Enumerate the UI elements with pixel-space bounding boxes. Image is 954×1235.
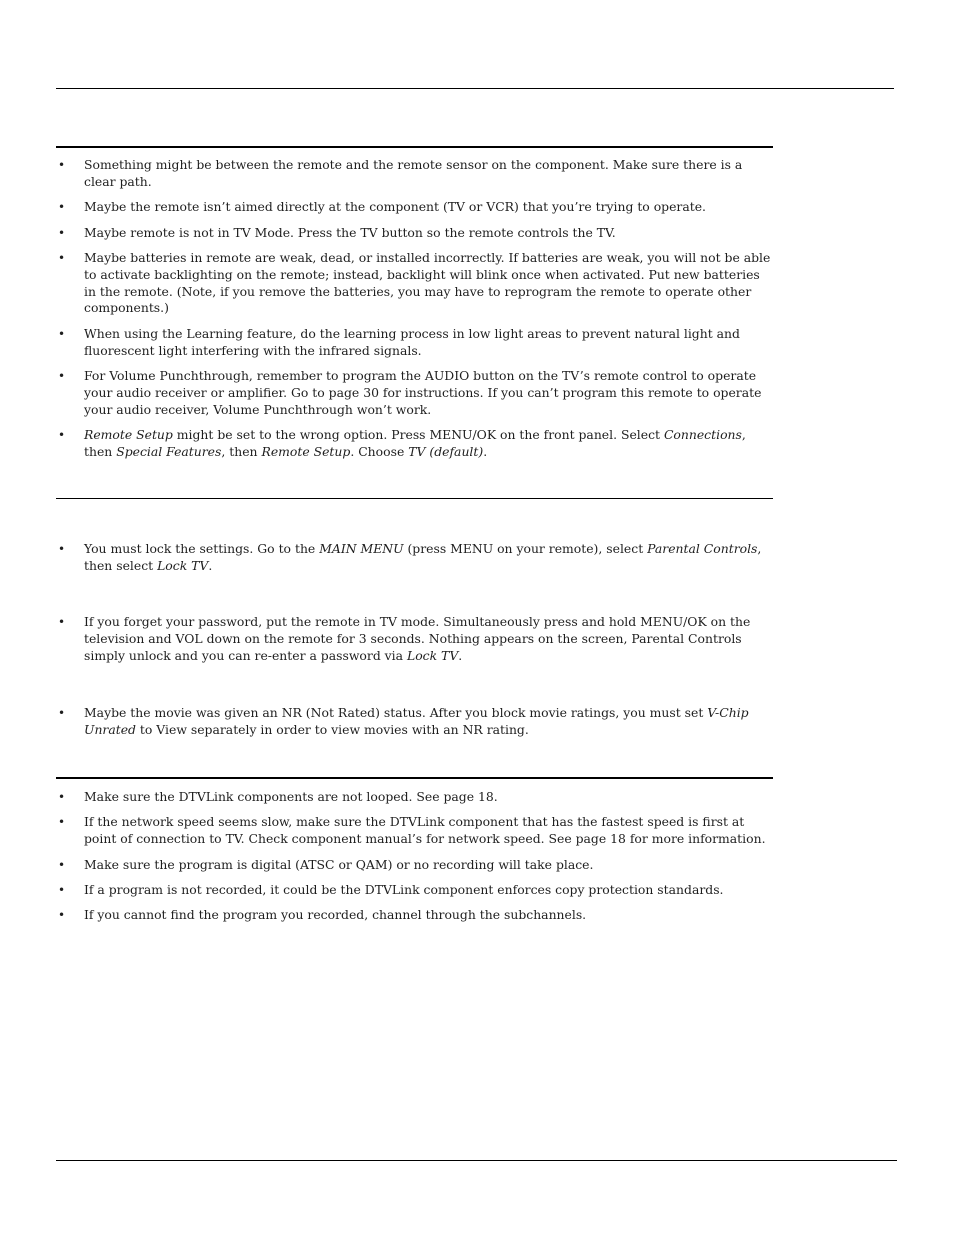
bullet-icon: •: [58, 427, 66, 442]
list-item-text: [84, 614, 750, 663]
text-segment: If you cannot find the program you recorded, channel through the subchannels.: [84, 907, 587, 923]
header-rule: [56, 88, 894, 89]
remote-problems-list: [56, 157, 772, 461]
dtvlink-section-rule: [56, 777, 773, 779]
text-segment: For Volume Punchthrough, remember to program the AUDIO button on the TV’s remote control to operate your audio receiver or amplifier. Go to page 30 for instructions. If you can’t program this remote to operate your audio receiver, Volume Punchthrough won’t work.: [84, 367, 762, 417]
bullet-icon: •: [58, 368, 66, 383]
list-item-text: [84, 199, 706, 214]
lock-settings-list: [56, 541, 772, 575]
emphasis-text: TV (default): [408, 443, 484, 459]
list-item: [56, 541, 772, 575]
list-item: [56, 614, 772, 664]
list-item: [56, 326, 772, 360]
list-item: [56, 857, 772, 874]
text-segment: Maybe the remote isn’t aimed directly at the component (TV or VCR) that you’re trying to operate.: [84, 199, 706, 215]
list-item-text: [84, 541, 761, 573]
text-segment: If a program is not recorded, it could be the DTVLink component enforces copy protection standards.: [84, 881, 724, 897]
list-item-text: [84, 857, 593, 872]
text-segment: , then: [221, 443, 262, 459]
bullet-icon: •: [58, 158, 66, 172]
text-segment: . Choose: [350, 443, 409, 459]
bullet-icon: •: [58, 815, 66, 830]
text-segment: might be set to the wrong option. Press MENU/OK on the front panel. Select: [172, 426, 664, 442]
text-segment: .: [483, 443, 488, 459]
list-item-text: [84, 882, 724, 897]
bullet-icon: •: [58, 200, 66, 215]
list-item-text: [84, 814, 766, 846]
bullet-icon: •: [58, 790, 66, 804]
list-item-text: [84, 705, 749, 737]
text-segment: If the network speed seems slow, make sure the DTVLink component that has the fastest speed is first at point of connection to TV. Check component manual’s for network speed. See page 18 for more information.: [84, 814, 766, 847]
emphasis-text: Parental Controls: [647, 541, 758, 556]
dtvlink-problems-list: [56, 789, 772, 924]
list-item: [56, 882, 772, 899]
remote-section-rule: [56, 146, 773, 148]
text-segment: If you forget your password, put the remote in TV mode. Simultaneously press and hold MENU/OK on the television and VOL down on the remote for 3 seconds. Nothing appears on the screen, Parental Controls simply unlock and you can re-enter a password via: [84, 614, 751, 663]
emphasis-text: Special Features: [116, 443, 222, 459]
emphasis-text: Remote Setup: [84, 426, 173, 442]
emphasis-text: Connections: [663, 426, 742, 442]
bullet-icon: •: [58, 908, 66, 923]
emphasis-text: Remote Setup: [261, 443, 351, 459]
list-item-text: [84, 368, 761, 417]
list-item-text: [84, 250, 770, 315]
text-segment: When using the Learning feature, do the learning process in low light areas to prevent natural light and fluorescent light interfering with the infrared signals.: [84, 325, 740, 358]
list-item: [56, 368, 772, 418]
footer-rule: [56, 1160, 897, 1161]
bullet-icon: •: [58, 706, 66, 720]
list-item-text: [84, 157, 742, 189]
emphasis-text: Lock TV: [157, 557, 209, 573]
movie-rating-list: [56, 705, 772, 739]
emphasis-text: MAIN MENU: [319, 541, 404, 556]
text-segment: You must lock the settings. Go to the: [84, 541, 320, 556]
list-item-text: [84, 427, 746, 459]
list-item: [56, 250, 772, 317]
bullet-icon: •: [58, 326, 66, 341]
text-segment: , then: [84, 426, 746, 459]
text-segment: .: [458, 647, 463, 663]
bullet-icon: •: [58, 882, 66, 897]
bullet-icon: •: [58, 225, 66, 240]
text-segment: .: [208, 557, 213, 573]
text-segment: Make sure the program is digital (ATSC or QAM) or no recording will take place.: [84, 856, 594, 872]
forgot-password-list: [56, 614, 772, 664]
list-item: [56, 199, 772, 216]
emphasis-text: Lock TV: [406, 647, 459, 663]
bullet-icon: •: [58, 542, 66, 556]
bullet-icon: •: [58, 615, 66, 629]
text-segment: to View separately in order to view movies with an NR rating.: [135, 721, 529, 737]
text-segment: Maybe the movie was given an NR (Not Rated) status. After you block movie ratings, you must set: [84, 705, 708, 720]
list-item-text: [84, 789, 498, 804]
list-item-text: [84, 907, 586, 922]
text-segment: (press MENU on your remote), select: [403, 541, 648, 556]
list-item: [56, 157, 772, 191]
bullet-icon: •: [58, 857, 66, 872]
list-item: [56, 907, 772, 924]
bullet-icon: •: [58, 250, 66, 265]
text-segment: Maybe batteries in remote are weak, dead, or installed incorrectly. If batteries are weak, you will not be able to activate backlighting on the remote; instead, backlight will blink once when activated. Put new batteries in the remote. (Note, if you remove the batteries, you may have to reprogram the remote to operate other components.): [84, 249, 771, 316]
list-item: [56, 705, 772, 739]
text-segment: Make sure the DTVLink components are not looped. See page 18.: [84, 789, 498, 804]
text-segment: , then select: [84, 541, 762, 573]
list-item-text: [84, 225, 616, 240]
text-segment: Something might be between the remote and the remote sensor on the component. Make sure there is a clear path.: [84, 157, 743, 189]
emphasis-text: V-Chip Unrated: [84, 705, 749, 737]
list-item-text: [84, 326, 740, 358]
list-item: [56, 225, 772, 242]
list-item: [56, 814, 772, 848]
list-item: [56, 427, 772, 461]
parental-section-rule: [56, 498, 773, 499]
list-item: [56, 789, 772, 806]
text-segment: Maybe remote is not in TV Mode. Press the TV button so the remote controls the TV.: [84, 224, 616, 240]
